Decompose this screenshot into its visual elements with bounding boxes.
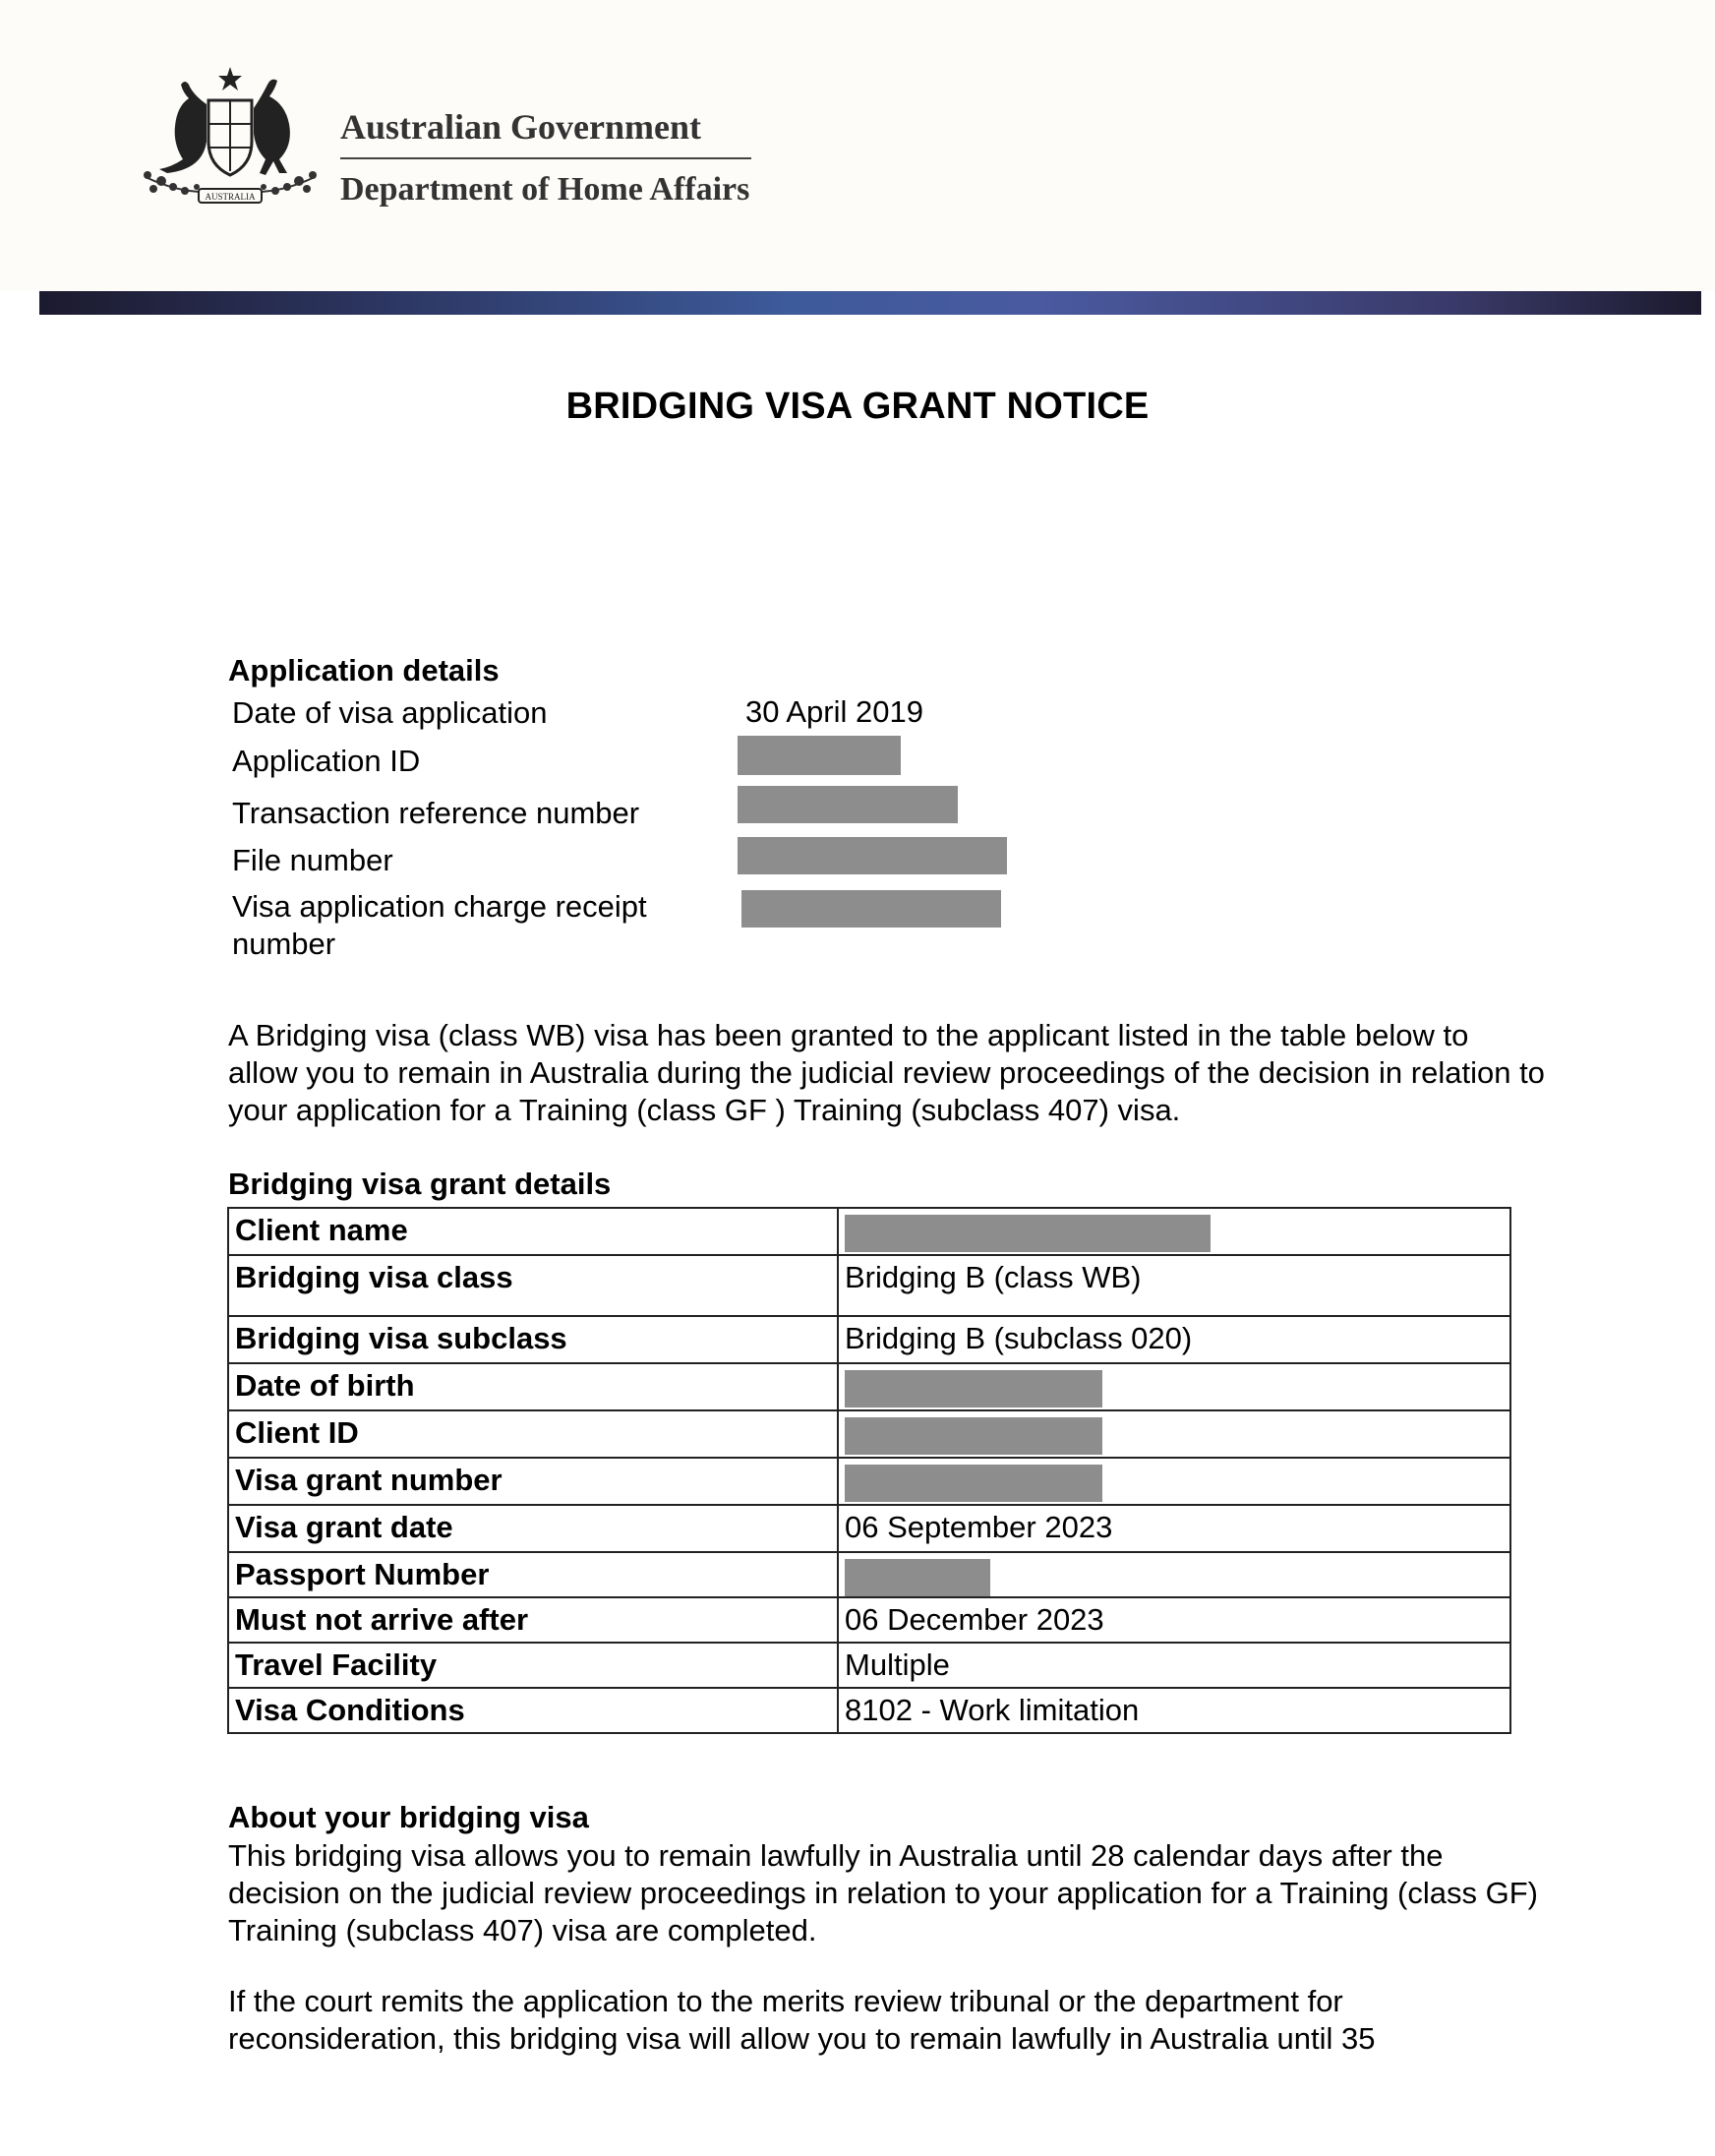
receipt-number-label: Visa application charge receipt number	[232, 889, 647, 961]
application-date-label: Date of visa application	[232, 695, 548, 730]
department-name: Department of Home Affairs	[340, 171, 750, 208]
date-of-birth-value	[838, 1363, 1510, 1410]
table-row	[228, 1552, 1510, 1597]
application-details-heading: Application details	[228, 653, 500, 688]
receipt-number-redaction	[741, 890, 1001, 928]
about-paragraph-2: If the court remits the application to the merits review tribunal or the department for reconsideration, this bridging visa will allow you to remain lawfully in Australia until 35	[228, 1984, 1376, 2056]
visa-subclass-label: Bridging visa subclass	[228, 1316, 838, 1363]
application-date-value: 30 April 2019	[745, 694, 923, 729]
table-row	[228, 1597, 1510, 1643]
transaction-reference-redaction	[738, 786, 958, 823]
visa-grant-number-label: Visa grant number	[228, 1458, 838, 1505]
must-not-arrive-after-label: Must not arrive after	[228, 1597, 838, 1643]
visa-class-label: Bridging visa class	[228, 1255, 838, 1316]
table-row	[228, 1208, 1510, 1255]
visa-conditions-label: Visa Conditions	[228, 1688, 838, 1733]
letterhead-divider	[340, 157, 751, 159]
document-title: BRIDGING VISA GRANT NOTICE	[565, 386, 1150, 427]
intro-paragraph: A Bridging visa (class WB) visa has been granted to the applicant listed in the table below to allow you to remain in Australia during the judicial review proceedings of the decision in relation to your application for a Training (class GF ) Training (subclass 407) visa.	[228, 1018, 1545, 1127]
coat-of-arms-icon	[132, 65, 328, 212]
client-name-label: Client name	[228, 1208, 838, 1255]
application-id-redaction	[738, 736, 901, 775]
visa-subclass-value: Bridging B (subclass 020)	[838, 1316, 1510, 1363]
about-paragraph-1: This bridging visa allows you to remain lawfully in Australia until 28 calendar days after the decision on the judicial review proceedings in relation to your application for a Training (class GF) Training (subclass 407) visa are completed.	[228, 1838, 1538, 1947]
grant-details-table	[227, 1207, 1511, 1734]
client-name-redaction	[845, 1215, 1211, 1252]
transaction-reference-label: Transaction reference number	[232, 796, 640, 830]
svg-text:AUSTRALIA: AUSTRALIA	[205, 192, 256, 202]
application-id-label: Application ID	[232, 744, 421, 778]
grant-details-heading: Bridging visa grant details	[228, 1167, 612, 1201]
table-row	[228, 1643, 1510, 1688]
org-name: Australian Government	[340, 107, 701, 147]
letterhead-stripe	[39, 291, 1701, 315]
visa-grant-date-value: 06 September 2023	[838, 1505, 1510, 1552]
visa-grant-number-redaction	[845, 1465, 1102, 1502]
visa-class-value: Bridging B (class WB)	[838, 1255, 1510, 1316]
table-row	[228, 1505, 1510, 1552]
travel-facility-label: Travel Facility	[228, 1643, 838, 1688]
must-not-arrive-after-value: 06 December 2023	[838, 1597, 1510, 1643]
table-row	[228, 1688, 1510, 1733]
client-id-value	[838, 1410, 1510, 1458]
table-row	[228, 1458, 1510, 1505]
client-name-value	[838, 1208, 1510, 1255]
passport-number-value	[838, 1552, 1510, 1597]
date-of-birth-label: Date of birth	[228, 1363, 838, 1410]
visa-grant-number-value	[838, 1458, 1510, 1505]
visa-grant-date-label: Visa grant date	[228, 1505, 838, 1552]
table-row	[228, 1255, 1510, 1316]
file-number-redaction	[738, 837, 1007, 874]
file-number-label: File number	[232, 843, 393, 877]
table-row	[228, 1410, 1510, 1458]
table-row	[228, 1316, 1510, 1363]
client-id-label: Client ID	[228, 1410, 838, 1458]
passport-number-label: Passport Number	[228, 1552, 838, 1597]
about-heading: About your bridging visa	[228, 1800, 589, 1834]
passport-number-redaction	[845, 1559, 990, 1596]
table-row	[228, 1363, 1510, 1410]
visa-conditions-value: 8102 - Work limitation	[838, 1688, 1510, 1733]
client-id-redaction	[845, 1417, 1102, 1455]
travel-facility-value: Multiple	[838, 1643, 1510, 1688]
date-of-birth-redaction	[845, 1370, 1102, 1407]
